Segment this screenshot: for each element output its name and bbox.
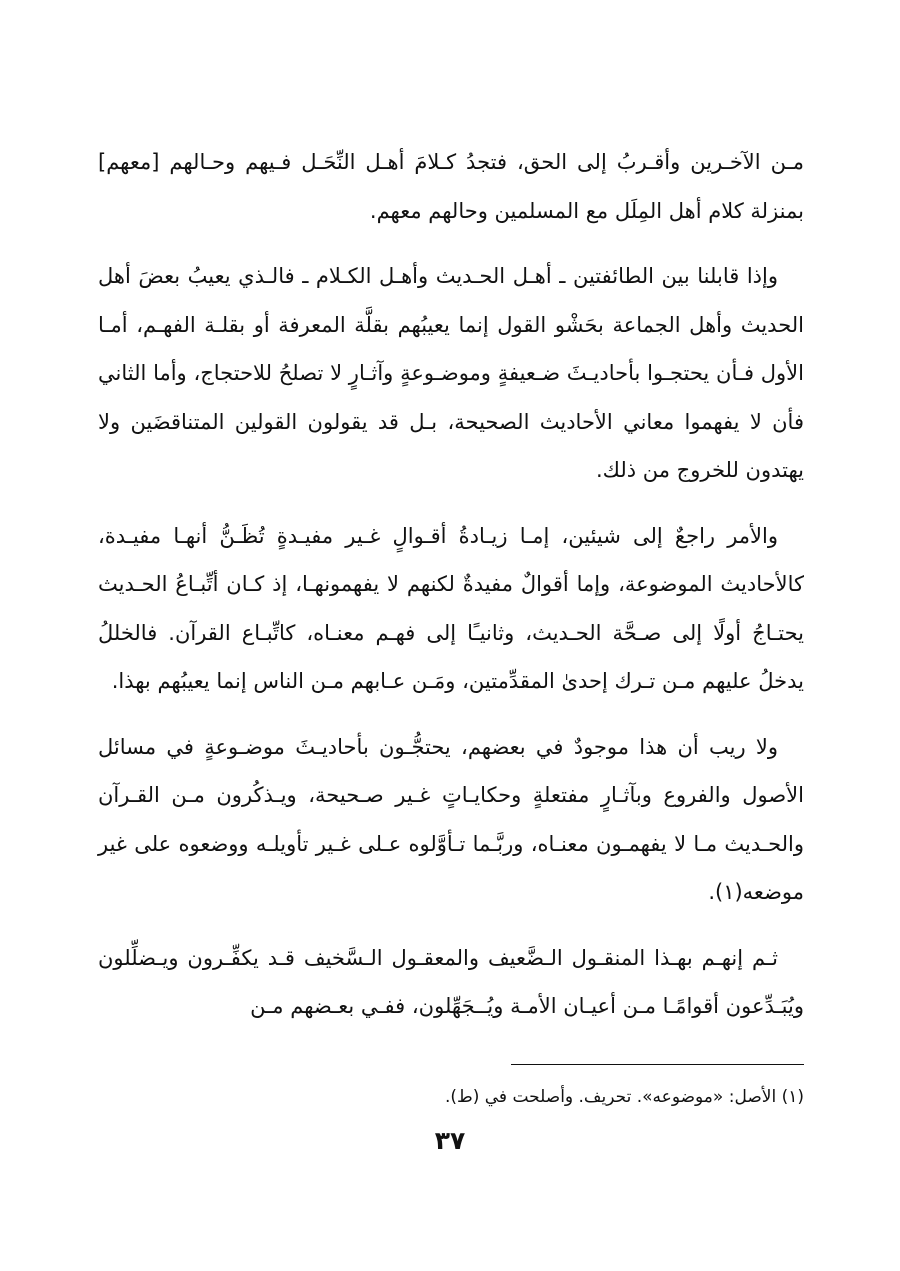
footnote-separator bbox=[511, 1064, 804, 1065]
paragraph-1: مـن الآخـرين وأقـربُ إلى الحق، فتجدُ كـلامَ أهـل النِّحَـل فـيهم وحـالهم [معهم] بمنزلة كلام أهل المِلَل مع المسلمين وحالهم معهم. bbox=[98, 150, 804, 223]
body-text bbox=[98, 138, 804, 1048]
paragraph-4: ولا ريب أن هذا موجودٌ في بعضهم، يحتجُّـون بأحاديـثَ موضـوعةٍ في مسائل الأصول والفروع وبآثـارٍ مفتعلةٍ وحكايـاتٍ غـير صـحيحة، ويـذكُرون مـن القـرآن والحـديث مـا لا يفهمـون معنـاه، وربَّـما تـأوَّلوه عـلى غـير تأويلـه ووضعوه على غير موضعه(١). bbox=[98, 734, 804, 904]
paragraph-3: والأمر راجعٌ إلى شيئين، إمـا زيـادةُ أقـوالٍ غـير مفيـدةٍ تُظَـنُّ أنهـا مفيـدة، كالأحاديث الموضوعة، وإما أقوالٌ مفيدةٌ لكنهم لا يفهمونهـا، إذ كـان أتِّبـاعُ الحـديث يحتـاجُ أولًا إلى صـحَّة الحـديث، وثانيـًا إلى فهـم معنـاه، كاتِّبـاع القرآن. فالخللُ يدخلُ عليهم مـن تـرك إحدىٰ المقدِّمتين، ومَـن عـابهم مـن الناس إنما يعيبُهم بهذا. bbox=[98, 523, 804, 693]
page-number: ٣٧ bbox=[434, 1126, 466, 1155]
paragraph-2: وإذا قابلنا بين الطائفتين ـ أهـل الحـديث وأهـل الكـلام ـ فالـذي يعيبُ بعضَ أهل الحديث وأهل الجماعة بحَشْو القول إنما يعيبُهم بقلَّة المعرفة أو بقلـة الفهـم، أمـا الأول فـأن يحتجـوا بأحاديـثَ ضـعيفةٍ وموضـوعةٍ وآثـارٍ لا تصلحُ للاحتجاج، وأما الثاني فأن لا يفهموا معاني الأحاديث الصحيحة، بـل قد يقولون القولين المتناقضَين ولا يهتدون للخروج من ذلك. bbox=[98, 264, 804, 482]
footnote: (١) الأصل: «موضوعه». تحريف. وأصلحت في (ط). bbox=[444, 1087, 804, 1107]
paragraph-5: ثـم إنهـم بهـذا المنقـول الـضَّعيف والمعقـول الـسَّخيف قـد يكفِّـرون ويـضلِّلون ويُبَـدِّعون أقوامًـا مـن أعيـان الأمـة ويُــجَهِّلون، ففـي بعـضهم مـن bbox=[98, 945, 804, 1018]
